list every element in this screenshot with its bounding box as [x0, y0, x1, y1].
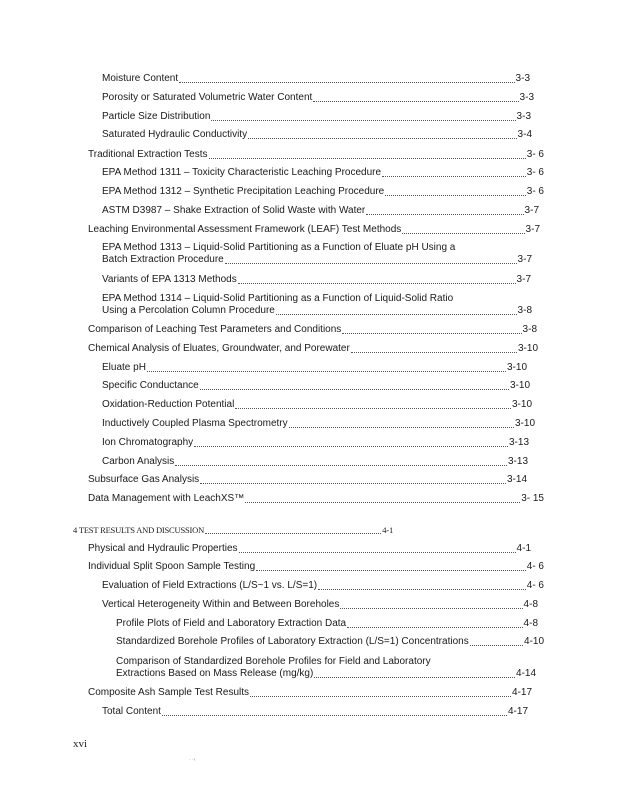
- toc-entry[interactable]: [102, 111, 531, 123]
- toc-entry-page: 3-7: [517, 254, 532, 265]
- toc-entry-title-line1: EPA Method 1313 – Liquid-Solid Partitioning as a Function of Eluate pH Using a: [102, 242, 456, 253]
- toc-entry-page: 4-1: [516, 543, 531, 554]
- toc-entry-page: 4-8: [523, 599, 538, 610]
- toc-entry-page: 4- 6: [526, 561, 544, 572]
- toc-entry-page: 3- 6: [526, 167, 544, 178]
- toc-entry-page: 3-10: [506, 362, 527, 373]
- toc-entry[interactable]: [102, 274, 531, 286]
- toc-entry[interactable]: [88, 493, 544, 505]
- toc-entry-title: Composite Ash Sample Test Results: [88, 687, 250, 698]
- toc-entry[interactable]: [102, 456, 528, 468]
- toc-entry-page: 3-3: [516, 111, 531, 122]
- toc-entry[interactable]: [102, 437, 529, 449]
- toc-entry[interactable]: [116, 618, 538, 630]
- toc-entry-title: 4 TEST RESULTS AND DISCUSSION: [73, 525, 205, 535]
- toc-entry-title: Vertical Heterogeneity Within and Between Boreholes: [102, 599, 340, 610]
- toc-entry-page: 4-14: [515, 668, 536, 679]
- toc-entry[interactable]: [102, 599, 538, 611]
- toc-entry[interactable]: [102, 418, 535, 430]
- toc-entry[interactable]: [88, 543, 531, 555]
- toc-entry-title: Carbon Analysis: [102, 456, 175, 467]
- leader-dots: [289, 426, 514, 428]
- toc-entry-title: Eluate pH: [102, 362, 146, 373]
- toc-entry-title: Oxidation-Reduction Potential: [102, 399, 235, 410]
- toc-entry[interactable]: [102, 167, 544, 179]
- toc-entry[interactable]: [102, 129, 532, 141]
- leader-dots: [318, 588, 526, 590]
- toc-entry-title: ASTM D3987 – Shake Extraction of Solid Waste with Water: [102, 205, 366, 216]
- toc-entry-page: 3-3: [519, 92, 534, 103]
- toc-entry-title: Individual Split Spoon Sample Testing: [88, 561, 256, 572]
- toc-entry-title: Specific Conductance: [102, 380, 199, 391]
- leader-dots: [342, 332, 521, 334]
- toc-entry-page: 3-8: [517, 305, 532, 316]
- toc-entry-title: Moisture Content: [102, 73, 179, 84]
- toc-entry-title: Chemical Analysis of Eluates, Groundwater, and Porewater: [88, 343, 350, 354]
- toc-entry-page: 3- 15: [521, 493, 544, 504]
- toc-chapter-entry[interactable]: [73, 524, 393, 536]
- toc-entry[interactable]: [102, 92, 534, 104]
- leader-dots: [235, 407, 511, 409]
- toc-entry[interactable]: [102, 399, 532, 411]
- toc-entry-title: Standardized Borehole Profiles of Laboratory Extraction (L/S=1) Concentrations: [116, 636, 469, 647]
- toc-entry-page: 3-13: [508, 437, 529, 448]
- toc-entry-page: 3-10: [517, 343, 538, 354]
- toc-entry-title: Ion Chromatography: [102, 437, 194, 448]
- toc-entry-page: 3-7: [516, 274, 531, 285]
- toc-entry-title-line1: EPA Method 1314 – Liquid-Solid Partitioning as a Function of Liquid-Solid Ratio: [102, 293, 454, 304]
- toc-entry-page: 3-13: [507, 456, 528, 467]
- leader-dots: [205, 532, 381, 534]
- toc-entry[interactable]: [102, 293, 532, 317]
- leader-dots: [250, 695, 511, 697]
- toc-entry[interactable]: [102, 362, 527, 374]
- toc-entry-page: 3-14: [506, 474, 527, 485]
- leader-dots: [179, 81, 514, 83]
- toc-entry-title: Total Content: [102, 706, 161, 717]
- toc-entry[interactable]: [102, 380, 530, 392]
- toc-entry-page: 3- 6: [526, 186, 544, 197]
- toc-entry-title: Evaluation of Field Extractions (L/S~1 vs. L/S=1): [102, 580, 318, 591]
- toc-entry-title-line2: Using a Percolation Column Procedure: [102, 305, 275, 316]
- toc-entry[interactable]: [88, 474, 527, 486]
- leader-dots: [347, 626, 522, 628]
- toc-entry-title: Traditional Extraction Tests: [88, 149, 208, 160]
- toc-entry-page: 3-10: [509, 380, 530, 391]
- toc-entry-title: EPA Method 1312 – Synthetic Precipitation Leaching Procedure: [102, 186, 385, 197]
- toc-entry[interactable]: [102, 706, 528, 718]
- toc-entry-page: 3-8: [522, 324, 537, 335]
- footer-mark: · ·‹: [189, 757, 196, 763]
- toc-entry-page: 3-7: [525, 224, 540, 235]
- leader-dots: [225, 262, 517, 264]
- toc-entry[interactable]: [116, 656, 536, 680]
- toc-entry[interactable]: [116, 636, 544, 648]
- toc-entry-title: Profile Plots of Field and Laboratory Extraction Data: [116, 618, 347, 629]
- toc-entry-title: Comparison of Leaching Test Parameters and Conditions: [88, 324, 342, 335]
- leader-dots: [276, 313, 517, 315]
- toc-entry-page: 4-17: [511, 687, 532, 698]
- toc-entry-page: 4-1: [382, 525, 393, 535]
- toc-entry-title: Physical and Hydraulic Properties: [88, 543, 238, 554]
- toc-entry-page: 4- 6: [526, 580, 544, 591]
- leader-dots: [314, 676, 515, 678]
- leader-dots: [245, 501, 520, 503]
- toc-entry-page: 4-10: [523, 636, 544, 647]
- leader-dots: [200, 482, 506, 484]
- toc-entry-title: Leaching Environmental Assessment Framework (LEAF) Test Methods: [88, 224, 402, 235]
- leader-dots: [238, 282, 516, 284]
- toc-entry[interactable]: [88, 687, 532, 699]
- toc-entry[interactable]: [88, 224, 540, 236]
- toc-entry-title-line1: Comparison of Standardized Borehole Profiles for Field and Laboratory: [116, 656, 431, 667]
- leader-dots: [147, 370, 506, 372]
- leader-dots: [200, 388, 509, 390]
- toc-entry[interactable]: [102, 73, 530, 85]
- toc-entry-title-line2: Extractions Based on Mass Release (mg/kg): [116, 668, 314, 679]
- toc-entry[interactable]: [102, 580, 544, 592]
- toc-entry-page: 3-4: [517, 129, 532, 140]
- leader-dots: [239, 551, 516, 553]
- leader-dots: [382, 175, 526, 177]
- toc-entry-page: 4-17: [507, 706, 528, 717]
- leader-dots: [366, 213, 523, 215]
- toc-entry-title: Inductively Coupled Plasma Spectrometry: [102, 418, 288, 429]
- toc-entry-title-line2: Batch Extraction Procedure: [102, 254, 224, 265]
- leader-dots: [351, 351, 517, 353]
- leader-dots: [313, 100, 518, 102]
- toc-entry[interactable]: [88, 324, 537, 336]
- leader-dots: [248, 137, 516, 139]
- leader-dots: [385, 194, 526, 196]
- toc-entry-page: 3-10: [511, 399, 532, 410]
- toc-entry[interactable]: [88, 149, 544, 161]
- toc-entry-page: 3-3: [515, 73, 530, 84]
- leader-dots: [175, 464, 507, 466]
- leader-dots: [209, 157, 526, 159]
- toc-entry-title: Particle Size Distribution: [102, 111, 211, 122]
- leader-dots: [340, 607, 522, 609]
- toc-entry[interactable]: [102, 205, 539, 217]
- toc-entry[interactable]: [102, 186, 544, 198]
- toc-entry-title: Data Management with LeachXS™: [88, 493, 245, 504]
- toc-entry-title: Saturated Hydraulic Conductivity: [102, 129, 248, 140]
- toc-entry[interactable]: [102, 242, 532, 266]
- toc-entry-title: Porosity or Saturated Volumetric Water Content: [102, 92, 313, 103]
- toc-entry[interactable]: [88, 561, 544, 573]
- toc-entry[interactable]: [88, 343, 538, 355]
- toc-entry-page: 3- 6: [526, 149, 544, 160]
- leader-dots: [470, 644, 523, 646]
- toc-entry-title: EPA Method 1311 – Toxicity Characteristic Leaching Procedure: [102, 167, 382, 178]
- page-number-roman: xvi: [73, 738, 88, 750]
- toc-entry-page: 4-8: [523, 618, 538, 629]
- toc-entry-page: 3-7: [524, 205, 539, 216]
- toc-entry-title: Subsurface Gas Analysis: [88, 474, 200, 485]
- leader-dots: [256, 569, 526, 571]
- leader-dots: [162, 714, 507, 716]
- toc-entry-page: 3-10: [514, 418, 535, 429]
- leader-dots: [211, 119, 515, 121]
- leader-dots: [402, 232, 524, 234]
- leader-dots: [194, 445, 508, 447]
- toc-entry-title: Variants of EPA 1313 Methods: [102, 274, 237, 285]
